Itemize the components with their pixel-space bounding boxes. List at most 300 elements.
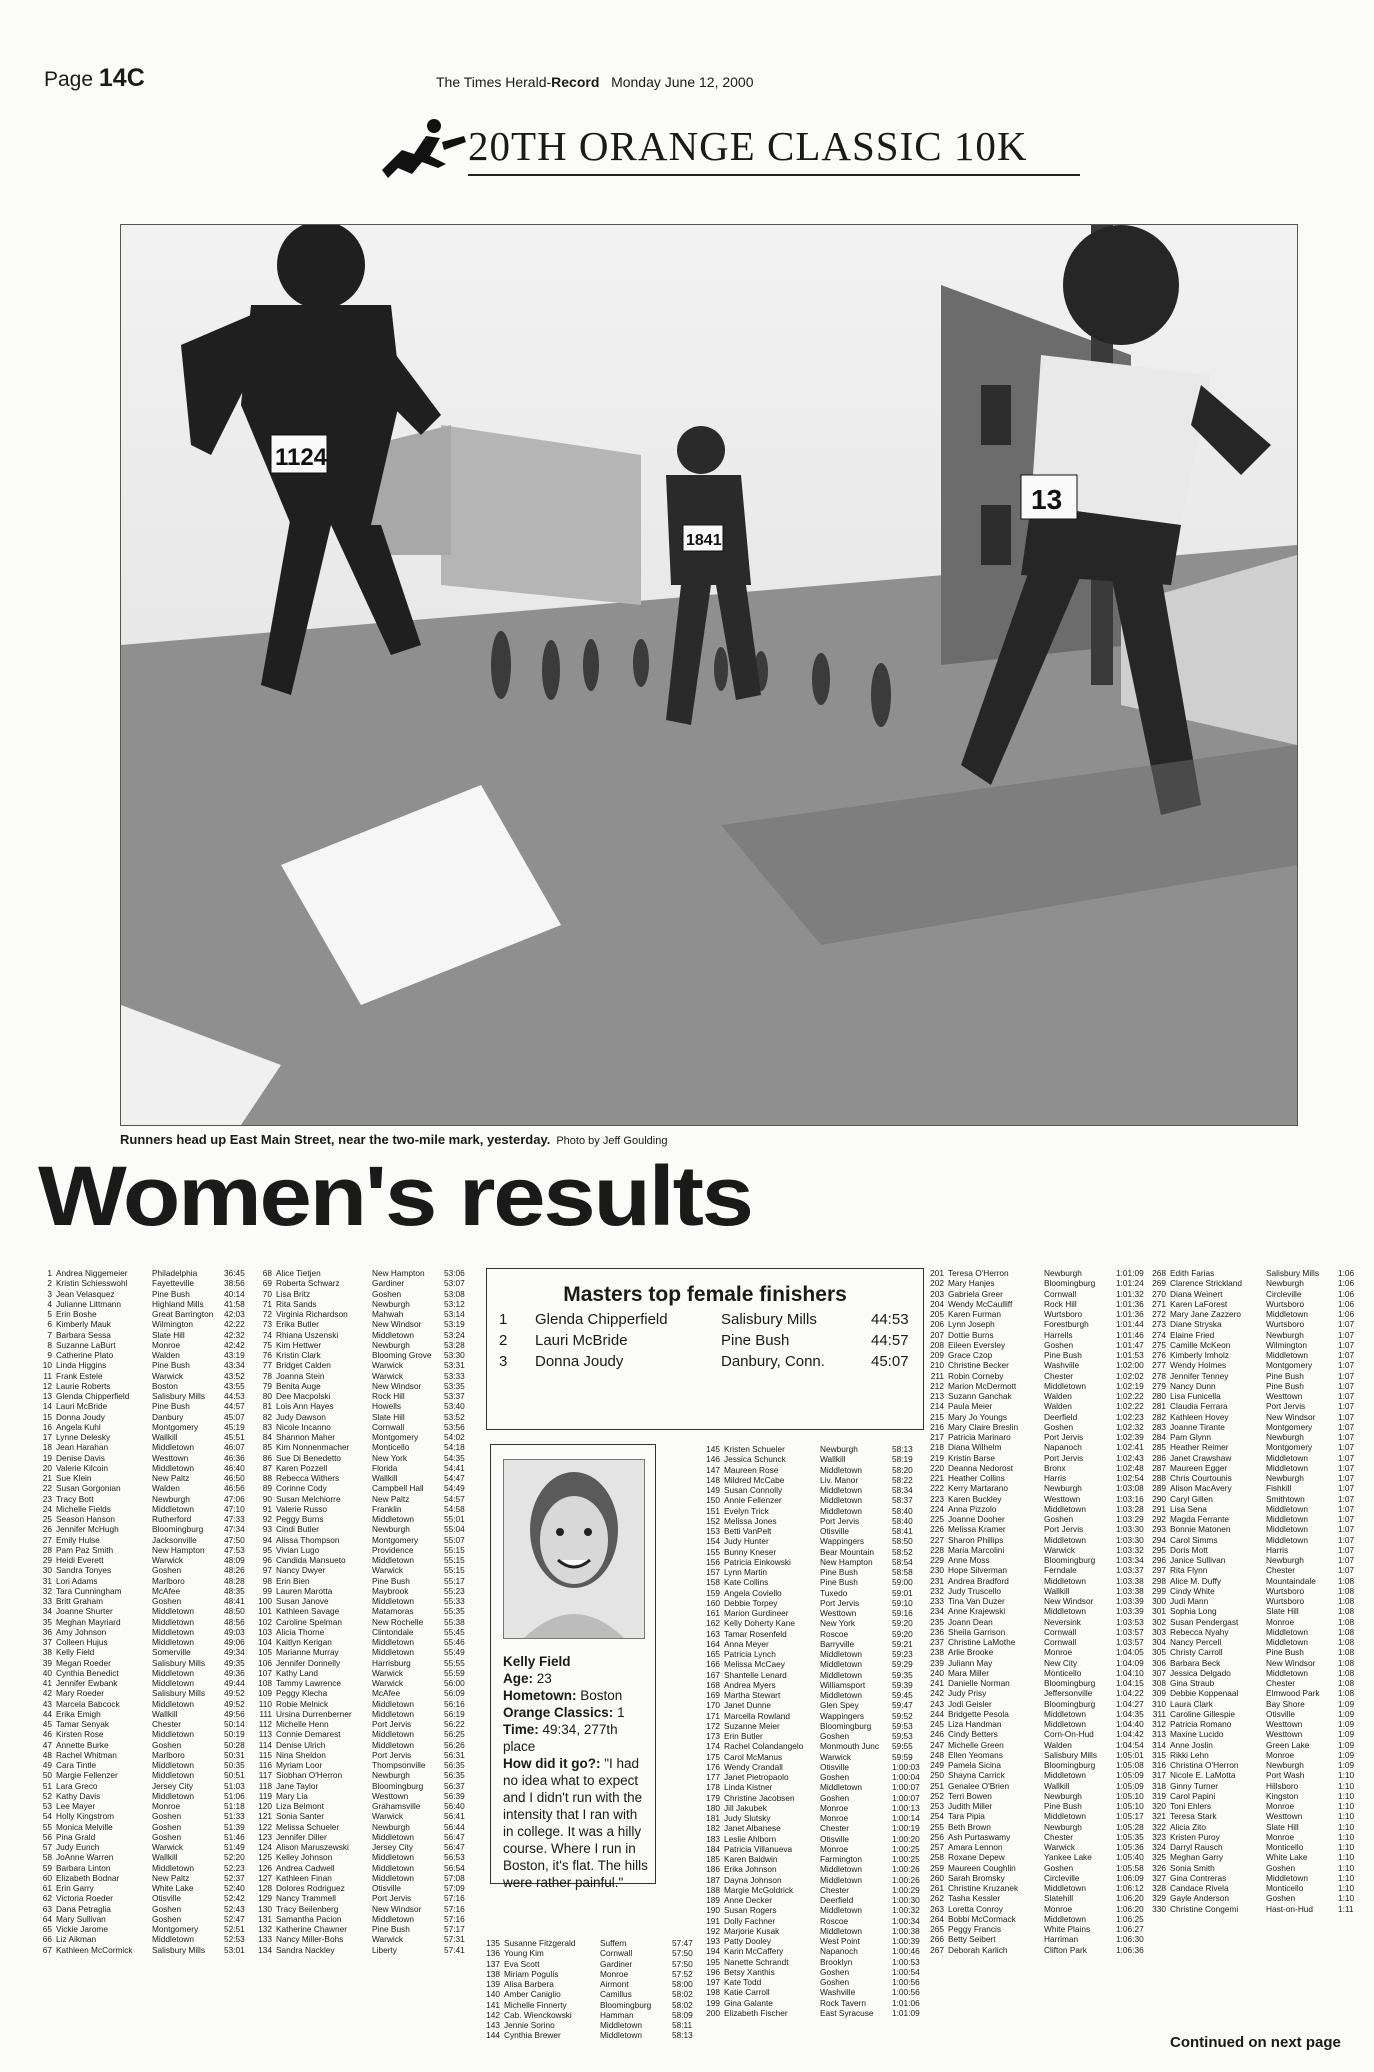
- runner-town: Montgomery: [1266, 1421, 1313, 1432]
- bib-number: 1124: [275, 444, 328, 471]
- result-row: [38, 1442, 252, 1452]
- runner-name: Tamar Rosenfeld: [724, 1628, 787, 1639]
- runner-name: Tracy Bott: [56, 1493, 94, 1504]
- place: 197: [706, 1977, 720, 1987]
- result-row: [38, 1289, 252, 1299]
- runner-town: Rock Hill: [372, 1391, 405, 1401]
- runner-town: Hamman: [600, 2009, 634, 2020]
- result-row: [1152, 1770, 1372, 1780]
- place: 6: [47, 1319, 52, 1330]
- place: 267: [930, 1944, 944, 1955]
- runner-name: Dolores Rodriguez: [276, 1883, 345, 1893]
- place: 42: [42, 1688, 52, 1699]
- result-row: [258, 1565, 472, 1575]
- runner-time: 1:00:56: [892, 1987, 920, 1998]
- results-column-5: [1152, 1268, 1372, 1914]
- runner-town: New York: [372, 1452, 408, 1463]
- runner-name: Nina Sheldon: [276, 1749, 326, 1760]
- result-row: [1152, 1688, 1372, 1698]
- runner-town: Jersey City: [152, 1780, 194, 1791]
- result-row: [1152, 1565, 1372, 1575]
- runner-time: 57:08: [444, 1872, 465, 1883]
- runner-town: Bloomingburg: [820, 1720, 872, 1731]
- runner-name: Marcella Rowland: [724, 1710, 790, 1721]
- result-row: [930, 1873, 1144, 1883]
- continued-notice: Continued on next page: [1170, 2034, 1341, 2051]
- result-row: [38, 1360, 252, 1370]
- place: 73: [262, 1319, 272, 1330]
- place: 287: [1152, 1462, 1166, 1473]
- result-row: [258, 1586, 472, 1596]
- place: 111: [259, 1708, 272, 1719]
- result-row: [38, 1340, 252, 1350]
- age-label: Age:: [503, 1671, 533, 1686]
- runner-name: Lori Adams: [56, 1575, 98, 1586]
- result-row: [930, 1791, 1144, 1801]
- place: 23: [42, 1493, 52, 1504]
- runner-time: 1:03:16: [1116, 1493, 1144, 1504]
- runner-town: Harris: [1044, 1473, 1067, 1483]
- runner-name: Jennifer Donnelly: [276, 1657, 341, 1668]
- runner-time: 1:02:22: [1116, 1401, 1144, 1412]
- runner-name: Christine LaMothe: [948, 1637, 1016, 1647]
- place: 223: [930, 1493, 944, 1504]
- place: 261: [930, 1883, 944, 1893]
- place: 281: [1152, 1401, 1166, 1412]
- page-number-value: 14C: [98, 64, 145, 92]
- runner-name: Maria Marcolini: [948, 1544, 1005, 1555]
- runner-time: 1:01:46: [1116, 1329, 1144, 1340]
- place: 280: [1152, 1391, 1166, 1401]
- result-row: [706, 2008, 920, 2018]
- runner-name: Anne Moss: [948, 1555, 990, 1565]
- result-row: [930, 1883, 1144, 1893]
- runner-time: 54:41: [444, 1462, 465, 1473]
- result-row: [258, 1822, 472, 1832]
- result-row: [706, 1526, 920, 1536]
- runner-town: Jeffersonville: [1044, 1688, 1093, 1699]
- place: 155: [706, 1546, 720, 1557]
- runner-time: 58:22: [892, 1474, 913, 1485]
- runner-time: 1:03:39: [1116, 1596, 1144, 1606]
- result-row: [38, 1699, 252, 1709]
- runner-time: 53:30: [444, 1350, 465, 1360]
- runner-name: Claudia Ferrara: [1170, 1401, 1228, 1412]
- runner-town: Pine Bush: [721, 1332, 790, 1349]
- result-row: [1152, 1514, 1372, 1524]
- runner-town: Goshen: [1266, 1893, 1296, 1904]
- runner-name: Susan Connolly: [724, 1485, 783, 1495]
- results-column-4: [930, 1268, 1144, 1955]
- result-row: [38, 1319, 252, 1329]
- runner-town: Florida: [372, 1462, 398, 1473]
- runner-name: Nicole Incanno: [276, 1421, 331, 1432]
- runner-time: 57:50: [672, 1948, 693, 1959]
- runner-town: Middletown: [600, 2030, 642, 2041]
- result-row: [930, 1811, 1144, 1821]
- caption-text: Runners head up East Main Street, near the two-mile mark, yesterday.: [120, 1132, 551, 1147]
- runner-time: 48:26: [224, 1565, 245, 1576]
- place: 49: [42, 1760, 52, 1770]
- runner-name: Elaine Fried: [1170, 1329, 1215, 1340]
- place: 130: [258, 1903, 272, 1914]
- runner-name: Glenda Chipperfield: [56, 1391, 130, 1401]
- result-row: [706, 1700, 920, 1710]
- runner-name: Jennifer Ewbank: [56, 1678, 118, 1688]
- runner-time: 49:35: [224, 1657, 245, 1668]
- runner-time: 1:03:29: [1116, 1514, 1144, 1524]
- place: 214: [930, 1401, 944, 1412]
- runner-time: 1:04:42: [1116, 1729, 1144, 1740]
- runner-town: Middletown: [600, 2020, 642, 2030]
- runner-time: 1:01:09: [1116, 1268, 1144, 1278]
- runner-time: 59:35: [892, 1669, 913, 1680]
- place: 123: [258, 1831, 272, 1842]
- place: 228: [930, 1544, 944, 1555]
- runner-town: Middletown: [1044, 1770, 1086, 1781]
- runner-town: Port Jervis: [372, 1893, 412, 1904]
- result-row: [258, 1617, 472, 1627]
- runner-time: 1:10: [1338, 1842, 1355, 1852]
- runner-time: 1:07: [1338, 1473, 1355, 1483]
- runner-town: Montgomery: [1266, 1442, 1313, 1453]
- place: 69: [262, 1278, 272, 1289]
- result-row: [930, 1524, 1144, 1534]
- place: 24: [42, 1503, 52, 1514]
- runner-time: 57:17: [444, 1924, 465, 1934]
- runner-time: 1:02:41: [1116, 1442, 1144, 1453]
- place: 157: [706, 1567, 720, 1577]
- runner-town: Warwick: [1044, 1842, 1076, 1852]
- place: 22: [42, 1483, 52, 1494]
- runner-town: Otisville: [372, 1883, 402, 1893]
- runner-profile-box: [490, 1444, 656, 1890]
- runner-time: 53:37: [444, 1391, 465, 1401]
- runner-town: Wallkill: [152, 1432, 178, 1442]
- runner-name: Kathleen McCormick: [56, 1944, 133, 1955]
- runner-name: Toni Ehlers: [1170, 1801, 1212, 1811]
- runner-time: 1:05:36: [1116, 1842, 1144, 1852]
- place: 224: [930, 1503, 944, 1514]
- runner-name: Bunny Kneser: [724, 1546, 777, 1557]
- runner-town: Chester: [1044, 1370, 1074, 1381]
- runner-name: Janice Sullivan: [1170, 1555, 1226, 1565]
- result-row: [1152, 1750, 1372, 1760]
- place: 191: [706, 1915, 720, 1926]
- place: 1: [499, 1311, 508, 1328]
- place: 101: [258, 1606, 272, 1617]
- runner-name: Alison Maruszewski: [276, 1842, 349, 1852]
- result-row: [1152, 1627, 1372, 1637]
- runner-name: Sandra Tonyes: [56, 1565, 112, 1576]
- runner-town: Chester: [152, 1719, 182, 1729]
- runner-town: Middletown: [152, 1616, 194, 1627]
- runner-name: Linda Kistner: [724, 1782, 773, 1793]
- place: 301: [1152, 1606, 1166, 1617]
- runner-town: Middletown: [152, 1637, 194, 1647]
- runner-town: Slate Hill: [372, 1411, 405, 1422]
- result-row: [38, 1545, 252, 1555]
- runner-town: Walden: [152, 1483, 180, 1494]
- place: 192: [706, 1925, 720, 1936]
- runner-town: White Lake: [152, 1883, 194, 1893]
- runner-town: Otisville: [820, 1526, 850, 1536]
- place: 245: [930, 1719, 944, 1729]
- runner-town: Pine Bush: [372, 1575, 410, 1586]
- runner-name: Carol McManus: [724, 1751, 783, 1762]
- place: 5: [47, 1309, 52, 1319]
- place: 286: [1152, 1452, 1166, 1463]
- result-row: [1152, 1422, 1372, 1432]
- result-row: [706, 1885, 920, 1895]
- place: 97: [262, 1565, 272, 1576]
- runner-portrait: [503, 1459, 645, 1639]
- section-title: 20TH ORANGE CLASSIC 10K: [468, 122, 1080, 176]
- runner-time: 55:59: [444, 1667, 465, 1678]
- place: 300: [1152, 1596, 1166, 1606]
- runner-time: 51:18: [224, 1801, 245, 1811]
- result-row: [930, 1924, 1144, 1934]
- runner-time: 1:01:47: [1116, 1339, 1144, 1350]
- place: 62: [42, 1893, 52, 1904]
- runner-name: Tara Pipia: [948, 1811, 985, 1822]
- place: 232: [930, 1585, 944, 1596]
- place: 53: [42, 1801, 52, 1811]
- runner-time: 58:19: [892, 1454, 913, 1465]
- result-row: [706, 1629, 920, 1639]
- runner-name: Colleen Hujus: [56, 1637, 108, 1647]
- runner-town: Newburgh: [1266, 1555, 1304, 1565]
- place: 129: [258, 1893, 272, 1904]
- place: 302: [1152, 1616, 1166, 1627]
- runner-time: 1:06: [1338, 1309, 1355, 1319]
- runner-name: Rita Flynn: [1170, 1565, 1208, 1576]
- runner-town: Bloomingburg: [1044, 1278, 1096, 1289]
- runner-name: Donna Joudy: [56, 1411, 105, 1422]
- runner-time: 1:07: [1338, 1462, 1355, 1473]
- runner-town: Goshen: [152, 1831, 182, 1842]
- runner-name: Jennie Sorino: [504, 2020, 555, 2030]
- runner-time: 1:07: [1338, 1514, 1355, 1524]
- result-row: [38, 1637, 252, 1647]
- place: 306: [1152, 1657, 1166, 1668]
- runner-name: Wendy Crandall: [724, 1761, 783, 1772]
- runner-name: Gina Straub: [1170, 1678, 1215, 1688]
- result-row: [1152, 1494, 1372, 1504]
- paper-name-bold: Record: [551, 74, 600, 90]
- runner-time: 55:01: [444, 1514, 465, 1524]
- results-column-3a: [486, 1938, 700, 2041]
- runner-town: Bloomingburg: [372, 1780, 424, 1791]
- result-row: [1152, 1883, 1372, 1893]
- runner-time: 1:10: [1338, 1780, 1355, 1791]
- runner-town: Port Jervis: [820, 1597, 860, 1608]
- runner-name: Annette Burke: [56, 1739, 109, 1750]
- runner-town: Campbell Hall: [372, 1483, 424, 1494]
- runner-town: Middletown: [372, 1596, 414, 1606]
- runner-town: Monticello: [1044, 1667, 1082, 1678]
- runner-name: Kathleen Savage: [276, 1606, 340, 1617]
- result-row: [38, 1709, 252, 1719]
- result-row: [486, 1989, 700, 1999]
- runner-town: Middletown: [372, 1831, 414, 1842]
- place: 167: [706, 1669, 720, 1680]
- result-row: [38, 1535, 252, 1545]
- runner-name: Darryl Rausch: [1170, 1842, 1223, 1852]
- runner-time: 1:00:26: [892, 1864, 920, 1875]
- result-row: [706, 1987, 920, 1997]
- runner-name: Liza Belmont: [276, 1801, 324, 1811]
- runner-name: Tasha Kessler: [948, 1893, 1001, 1904]
- runner-town: Wallkill: [152, 1708, 178, 1719]
- runner-town: Port Jervis: [372, 1749, 412, 1760]
- runner-time: 45:07: [871, 1353, 909, 1370]
- result-row: [706, 1752, 920, 1762]
- runner-town: Port Jervis: [1044, 1432, 1084, 1442]
- place: 114: [258, 1739, 272, 1750]
- place: 91: [262, 1503, 272, 1514]
- runner-name: Karen Baldwin: [724, 1854, 778, 1864]
- runner-time: 56:35: [444, 1770, 465, 1781]
- runner-time: 56:41: [444, 1811, 465, 1822]
- place: 269: [1152, 1278, 1166, 1289]
- result-row: [706, 1454, 920, 1464]
- runner-town: Middletown: [1044, 1719, 1086, 1729]
- result-row: [258, 1801, 472, 1811]
- runner-town: Chester: [820, 1884, 850, 1895]
- result-row: [258, 1463, 472, 1473]
- runner-time: 58:13: [892, 1444, 913, 1454]
- runner-town: New Hampton: [152, 1544, 205, 1555]
- runner-time: 59:16: [892, 1608, 913, 1618]
- runner-name: Mary Roeder: [56, 1688, 104, 1699]
- place: 177: [706, 1772, 720, 1782]
- runner-time: 58:02: [672, 1989, 693, 2000]
- place: 193: [706, 1936, 720, 1946]
- runner-name: Rebecca Withers: [276, 1473, 340, 1483]
- result-row: [38, 1350, 252, 1360]
- runner-town: Montgomery: [152, 1924, 199, 1934]
- place: 3: [499, 1353, 508, 1370]
- runner-time: 59:45: [892, 1690, 913, 1700]
- place: 21: [42, 1473, 52, 1483]
- result-row: [706, 1465, 920, 1475]
- runner-time: 1:05:58: [1116, 1862, 1144, 1873]
- result-row: [706, 1926, 920, 1936]
- runner-time: 50:28: [224, 1739, 245, 1750]
- runner-name: Kristen Schueler: [724, 1444, 785, 1454]
- result-row: [930, 1770, 1144, 1780]
- runner-town: Suffern: [600, 1938, 627, 1948]
- place: 1: [47, 1268, 52, 1278]
- runner-name: Carol Papini: [1170, 1790, 1216, 1801]
- runner-town: Wurtsboro: [1044, 1309, 1083, 1319]
- runner-name: Laurie Roberts: [56, 1380, 111, 1391]
- result-row: [930, 1914, 1144, 1924]
- runner-time: 44:53: [224, 1391, 245, 1401]
- place: 17: [42, 1432, 52, 1442]
- runner-town: New Paltz: [372, 1493, 410, 1504]
- runner-time: 57:16: [444, 1903, 465, 1914]
- runner-name: Peggy Francis: [948, 1924, 1002, 1934]
- place: 272: [1152, 1309, 1166, 1319]
- runner-name: Mary Jane Zazzero: [1170, 1309, 1242, 1319]
- place: 305: [1152, 1647, 1166, 1658]
- place: 325: [1152, 1852, 1166, 1863]
- result-row: [38, 1688, 252, 1698]
- result-row: [1152, 1268, 1372, 1278]
- result-row: [706, 1670, 920, 1680]
- runner-time: 59:01: [892, 1587, 913, 1598]
- result-row: [258, 1278, 472, 1288]
- runner-time: 1:00:13: [892, 1802, 920, 1813]
- runner-time: 1:04:35: [1116, 1708, 1144, 1719]
- runner-name: Katherine Chawner: [276, 1924, 348, 1934]
- place: 133: [258, 1934, 272, 1945]
- runner-town: Middletown: [152, 1606, 194, 1617]
- result-row: [258, 1319, 472, 1329]
- runner-time: 1:02:32: [1116, 1421, 1144, 1432]
- place: 118: [258, 1780, 272, 1791]
- result-row: [258, 1453, 472, 1463]
- runner-time: 51:39: [224, 1821, 245, 1832]
- result-row: [38, 1422, 252, 1432]
- runner-name: Samantha Pacion: [276, 1913, 342, 1924]
- runner-name: Gina Galante: [724, 1997, 773, 2008]
- place: 202: [930, 1278, 944, 1289]
- result-row: [486, 2020, 700, 2030]
- runner-name: Corinne Cody: [276, 1483, 327, 1494]
- place: 216: [930, 1421, 944, 1432]
- runner-name: Dana Petraglia: [56, 1903, 111, 1914]
- runner-town: West Point: [820, 1936, 860, 1946]
- runner-name: Alison MacAvery: [1170, 1483, 1232, 1494]
- result-row: [1152, 1658, 1372, 1668]
- result-row: [38, 1555, 252, 1565]
- runner-time: 1:08: [1338, 1647, 1355, 1658]
- runner-name: Danielle Norman: [948, 1678, 1010, 1688]
- place: 310: [1152, 1698, 1166, 1709]
- runner-name: Andrea Myers: [724, 1679, 776, 1690]
- runner-town: McAfee: [152, 1585, 181, 1596]
- runner-time: 46:56: [224, 1483, 245, 1494]
- runner-name: Kirsten Rose: [56, 1729, 104, 1740]
- result-row: [38, 1401, 252, 1411]
- result-row: [38, 1658, 252, 1668]
- runner-town: Middletown: [152, 1667, 194, 1678]
- runner-town: Blooming Grove: [372, 1350, 432, 1360]
- runner-town: Port Jervis: [372, 1719, 412, 1729]
- result-row: [38, 1278, 252, 1288]
- runner-town: Warwick: [372, 1370, 404, 1381]
- runner-town: Napanoch: [820, 1946, 858, 1957]
- result-row: [930, 1678, 1144, 1688]
- runner-name: Caroline Gillespie: [1170, 1708, 1236, 1719]
- place: 94: [262, 1534, 272, 1545]
- runner-time: 52:43: [224, 1903, 245, 1914]
- place: 278: [1152, 1370, 1166, 1381]
- result-row: [930, 1658, 1144, 1668]
- runner-name: Bonnie Matonen: [1170, 1524, 1231, 1535]
- runner-town: Bay Shore: [1266, 1698, 1305, 1709]
- runner-time: 58:00: [672, 1979, 693, 1989]
- runner-time: 58:40: [892, 1505, 913, 1516]
- runner-name: Rikki Lehn: [1170, 1749, 1209, 1760]
- result-row: [38, 1822, 252, 1832]
- result-row: [930, 1340, 1144, 1350]
- runner-name: Tracy Beilenberg: [276, 1903, 339, 1914]
- result-row: [38, 1473, 252, 1483]
